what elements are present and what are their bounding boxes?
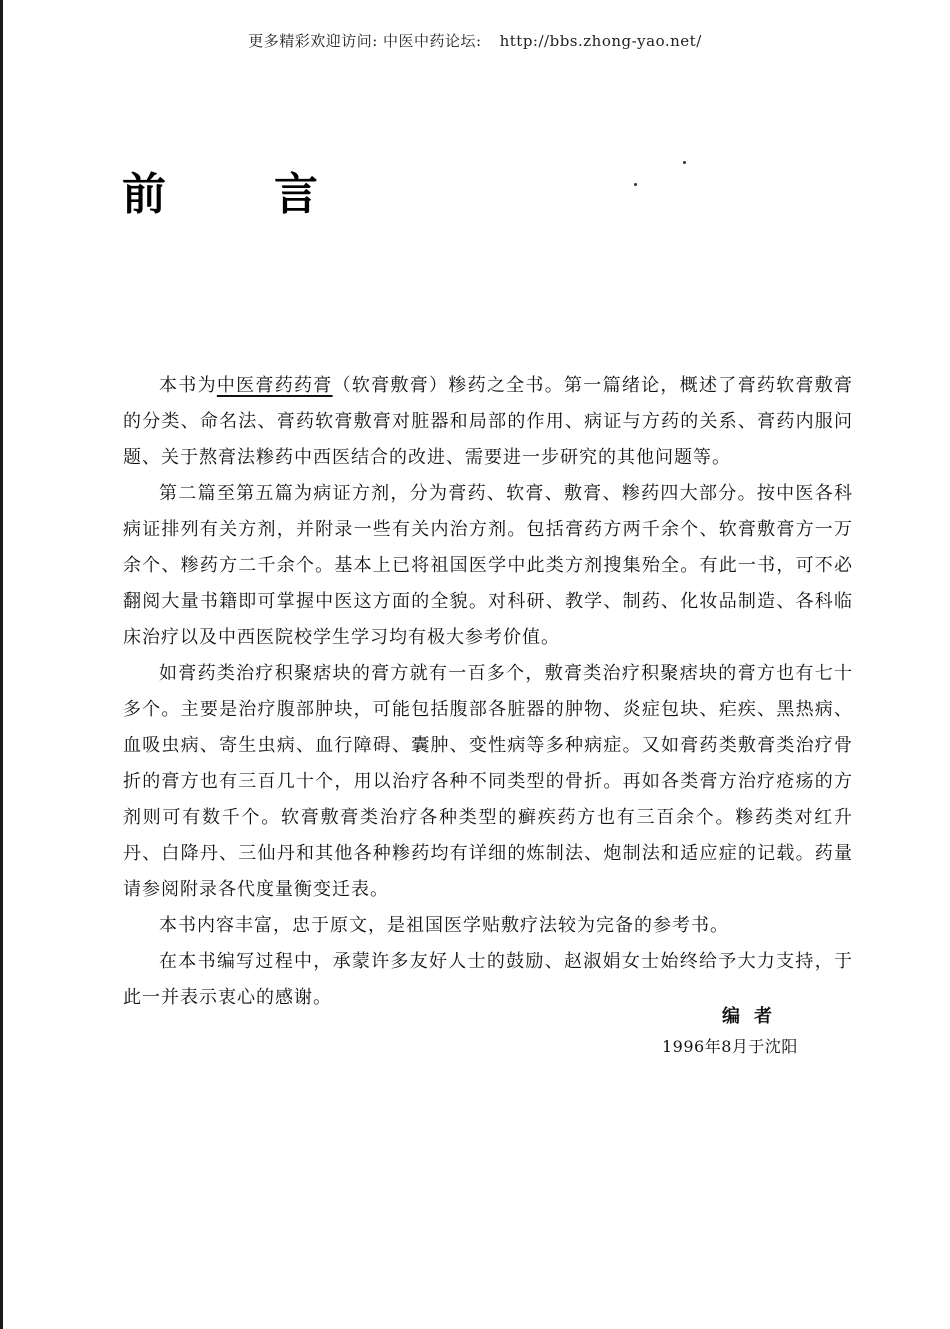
banner-text: 更多精彩欢迎访问: 中医中药论坛: [248, 32, 482, 50]
paragraph-5: 在本书编写过程中，承蒙许多友好人士的鼓励、赵淑娟女士始终给予大力支持，于此一并表示衷心的感谢。 [123, 951, 853, 1008]
banner-url[interactable]: http://bbs.zhong-yao.net/ [499, 32, 702, 50]
book-title-underlined: 中医膏药药膏 [216, 375, 333, 396]
paragraph-2: 第二篇至第五篇为病证方剂，分为膏药、软膏、敷膏、糁药四大部分。按中医各科病证排列有关方剂，并附录一些有关内治方剂。包括膏药方两千余个、软膏敷膏方一万余个、糁药方二千余个。基本上已将祖国医学中此类方剂搜集殆全。有此一书，可不必翻阅大量书籍即可掌握中医这方面的全貌。对科研、教学、制药、化妆品制造、各科临床治疗以及中西医院校学生学习均有极大参考价值。 [123, 483, 853, 648]
page-edge [0, 0, 3, 1329]
scan-speck [634, 183, 637, 186]
scan-speck [683, 161, 686, 164]
paragraph-1-rest: （软膏敷膏）糁药之全书。第一篇绪论，概述了膏药软膏敷膏的分类、命名法、膏药软膏敷膏对脏器和局部的作用、病证与方药的关系、膏药内服问题、关于熬膏法糁药中西医结合的改进、需要进一步研究的其他问题等。 [123, 375, 854, 468]
paragraph-1-lead: 本书为 [159, 375, 217, 396]
page-title: 前言 [122, 169, 426, 220]
preface-body [123, 368, 853, 1016]
paragraph-1 [123, 368, 853, 476]
author-signature: 编者 [722, 1006, 786, 1027]
site-banner [0, 30, 950, 51]
date-place: 1996年8月于沈阳 [662, 1037, 798, 1056]
paragraph-4: 本书内容丰富，忠于原文，是祖国医学贴敷疗法较为完备的参考书。 [159, 915, 729, 936]
paragraph-3: 如膏药类治疗积聚痞块的膏方就有一百多个，敷膏类治疗积聚痞块的膏方也有七十多个。主要是治疗腹部肿块，可能包括腹部各脏器的肿物、炎症包块、疟疾、黑热病、血吸虫病、寄生虫病、血行障碍、囊肿、变性病等多种病症。又如膏药类敷膏类治疗骨折的膏方也有三百几十个，用以治疗各种不同类型的骨折。再如各类膏方治疗疮疡的方剂则可有数千个。软膏敷膏类治疗各种类型的癣疾药方也有三百余个。糁药类对红升丹、白降丹、三仙丹和其他各种糁药均有详细的炼制法、炮制法和适应症的记载。药量请参阅附录各代度量衡变迁表。 [123, 663, 853, 900]
